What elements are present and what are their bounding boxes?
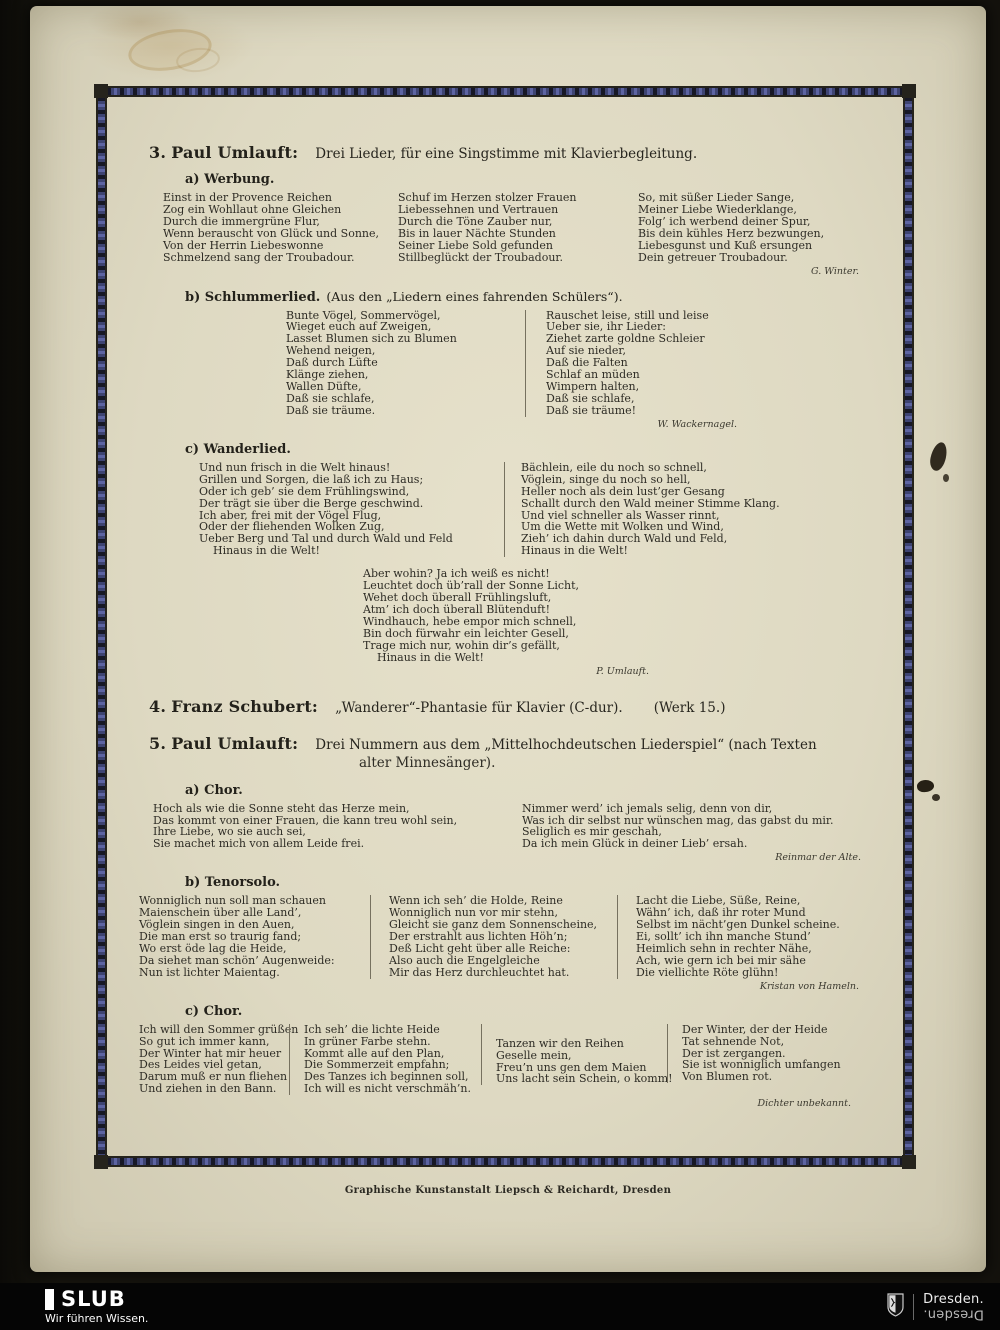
- border-ornament-left: [96, 86, 107, 1167]
- poem-column: So, mit süßer Lieder Sange, Meiner Liebe Wiederklange, Folg’ ich werbend deiner Spur, Bis dein kühles Herz bezwungen, Liebesgunst und Kuß ersungen Dein getreuer Troubadour.: [638, 191, 825, 264]
- poet-attribution: Reinmar der Alte.: [775, 852, 861, 864]
- piece-label-chor-c: c) Chor.: [185, 1003, 243, 1019]
- border-ornament-bottom: [96, 1156, 914, 1167]
- section-title: Drei Lieder, für eine Singstimme mit Klavierbegleitung.: [315, 146, 698, 162]
- poem-center-stanza: Aber wohin? Ja ich weiß es nicht! Leuchtet doch üb’rall der Sonne Licht, Wehet doch überall Frühlingsluft, Atm’ ich doch überall Blütenduft! Windhauch, hebe empor mich schnell, Bin doch fürwahr ein leichter Gesell, Trage mich nur, wohin dir’s gefällt, Hinaus in die Welt!: [363, 567, 579, 664]
- program-content: [111, 101, 899, 1152]
- poem-column: Bunte Vögel, Sommervögel, Wieget euch auf Zweigen, Lasset Blumen sich zu Blumen Wehend neigen, Daß durch Lüfte Klänge ziehen, Wallen Düfte, Daß sie schlafe, Daß sie träume.: [286, 308, 457, 417]
- poem-column: Ich will den Sommer grüßen So gut ich immer kann, Der Winter hat mir heuer Des Leides viel getan, Darum muß er nun fliehen Und ziehen in den Bann.: [139, 1022, 299, 1096]
- piece-label-note: (Aus den „Liedern eines fahrenden Schülers“).: [326, 288, 623, 304]
- printer-imprint: Graphische Kunstanstalt Liepsch & Reichardt, Dresden: [344, 1185, 672, 1196]
- border-ornament-top: [96, 86, 914, 97]
- poem-schlummerlied: [286, 310, 899, 417]
- ink-blot: [928, 441, 949, 472]
- ornamental-border: [95, 85, 915, 1168]
- dresden-wordmark: [923, 1293, 984, 1320]
- ink-blot: [932, 794, 940, 801]
- poem-column: Lacht die Liebe, Süße, Reine, Wähn’ ich, daß ihr roter Mund Selbst im nächt’gen Dunkel scheine. Ei, sollt’ ich ihn manche Stund’ Heimlich sehn in rechter Nähe, Ach, wie gern ich bei mir sähe Die viellichte Röte glühn!: [617, 895, 866, 978]
- slub-logo[interactable]: [45, 1286, 149, 1325]
- piece-label-tenorsolo: b) Tenorsolo.: [185, 875, 281, 891]
- slub-brand-text: SLUB: [61, 1286, 126, 1311]
- piece-label-wanderlied: c) Wanderlied.: [185, 441, 291, 457]
- poem-tenorsolo: [139, 895, 899, 978]
- piece-label-chor-a: a) Chor.: [185, 782, 243, 798]
- composer-name: Paul Umlauft:: [171, 143, 299, 162]
- composer-name: Paul Umlauft:: [171, 733, 299, 753]
- poem-column: Einst in der Provence Reichen Zog ein Wohllaut ohne Gleichen Durch die immergrüne Flur, Wenn berauscht von Glück und Sonne, Von der Herrin Liebeswonne Schmelzend sang der Troubadour.: [163, 191, 380, 264]
- section-number: 3.: [149, 143, 167, 162]
- section-4-heading: [149, 697, 899, 716]
- poet-attribution: Kristan von Hameln.: [759, 980, 859, 992]
- section-number: 4.: [149, 696, 167, 716]
- poem-column: Ich seh’ die lichte Heide In grüner Farbe stehn. Kommt alle auf den Plan, Die Sommerzeit empfahn; Des Tanzes ich beginnen soll, Ich will es nicht verschmäh’n.: [289, 1024, 481, 1096]
- scanned-page: [30, 6, 986, 1272]
- dresden-text: Dresden.: [923, 1291, 984, 1307]
- poem-column: Nimmer werd’ ich jemals selig, denn von dir, Was ich dir selbst nur wünschen mag, das gabst du mir. Seliglich es mir geschah, Da ich mein Glück in deiner Lieb’ ersah.: [522, 801, 834, 851]
- piece-label-schlummerlied: [185, 289, 899, 305]
- poem-column: Rauschet leise, still und leise Ueber sie, ihr Lieder: Ziehet zarte goldne Schleier Auf sie nieder, Daß die Falten Schlaf an müden Wimpern halten, Daß sie schlafe, Daß sie träume!: [525, 310, 796, 417]
- poem-column: Schuf im Herzen stolzer Frauen Liebessehnen und Vertrauen Durch die Töne Zauber nur, Bis in lauer Nächte Stunden Seiner Liebe Sold gefunden Stillbeglückt der Troubadour.: [398, 191, 577, 264]
- border-ornament-right: [903, 86, 914, 1167]
- poem-column: Wenn ich seh’ die Holde, Reine Wonniglich nun vor mir stehn, Gleicht sie ganz dem Sonnenscheine, Der erstrahlt aus lichten Höh’n; Deß Licht geht über alle Reiche: Also auch die Engelgleiche Mir das Herz durchleuchtet hat.: [370, 895, 617, 978]
- dresden-logo[interactable]: [887, 1293, 984, 1321]
- ink-blot: [943, 474, 949, 482]
- dresden-text-mirrored: Dresden.: [923, 1306, 984, 1322]
- poem-column: Hoch als wie die Sonne steht das Herze mein, Das kommt von einer Frauen, die kann treu wohl sein, Ihre Liebe, wo sie auch sei, Sie machet mich von allem Leide frei.: [153, 801, 458, 851]
- composer-name: Franz Schubert:: [171, 696, 319, 716]
- poem-chor-a: [153, 803, 899, 851]
- footer-divider: [913, 1294, 914, 1320]
- poet-attribution: W. Wackernagel.: [657, 418, 737, 430]
- border-corner: [94, 84, 108, 98]
- poem-column: Der Winter, der der Heide Tat sehnende Not, Der ist zergangen. Sie ist wonniglich umfangen Von Blumen rot.: [667, 1024, 857, 1084]
- viewer-footer: [0, 1283, 1000, 1330]
- piece-label-werbung: a) Werbung.: [185, 172, 275, 187]
- slub-tagline: Wir führen Wissen.: [45, 1311, 149, 1325]
- poem-chor-c: [139, 1024, 899, 1096]
- dresden-coat-of-arms-icon: [887, 1293, 904, 1321]
- slub-logo-row: [45, 1286, 148, 1311]
- piece-label-text: b) Schlummerlied.: [185, 289, 321, 305]
- section-5-heading: [149, 734, 899, 771]
- poet-attribution: Dichter unbekannt.: [757, 1098, 851, 1110]
- section-title-continued: alter Minnesänger).: [359, 754, 496, 771]
- section-3-heading: [149, 101, 899, 162]
- slub-mark-icon: [45, 1289, 54, 1310]
- poem-column: Tanzen wir den Reihen Geselle mein, Freu’n uns gen dem Maien Uns lacht sein Schein, o komm!: [481, 1024, 667, 1086]
- ink-blot: [916, 779, 935, 793]
- work-number: (Werk 15.): [653, 699, 726, 716]
- poem-wanderlied: [199, 462, 899, 557]
- border-corner: [94, 1155, 108, 1169]
- poet-attribution: G. Winter.: [810, 265, 859, 277]
- poem-column: Bächlein, eile du noch so schnell, Vöglein, singe du noch so hell, Heller noch als dein lust’ger Gesang Schallt durch den Wald meiner Stimme Klang. Und viel schneller als Wasser rinnt, Um die Wette mit Wolken und Wind, Zieh’ ich dahin durch Wald und Feld, Hinaus in die Welt!: [504, 462, 841, 557]
- poem-column: Und nun frisch in die Welt hinaus! Grillen und Sorgen, die laß ich zu Haus; Oder ich geb’ sie dem Frühlingswind, Der trägt sie über die Berge geschwind. Ich aber, frei mit der Vögel Flug, Oder der fliehenden Wolken Zug, Ueber Berg und Tal und durch Wald und Feld Hinaus in die Welt!: [199, 460, 453, 558]
- section-number: 5.: [149, 733, 167, 753]
- poet-attribution: P. Umlauft.: [596, 665, 649, 677]
- border-corner: [902, 1155, 916, 1169]
- section-title: „Wanderer“-Phantasie für Klavier (C-dur).: [335, 699, 623, 716]
- poem-werbung: [163, 192, 899, 264]
- border-corner: [902, 84, 916, 98]
- poem-column: Wonniglich nun soll man schauen Maienschein über alle Land’, Vöglein singen in den Auen, Die man erst so traurig fand; Wo erst öde lag die Heide, Da siehet man schön’ Augenweide: Nun ist lichter Maientag.: [139, 894, 335, 979]
- section-title: Drei Nummern aus dem „Mittelhochdeutschen Liederspiel“ (nach Texten: [315, 736, 817, 753]
